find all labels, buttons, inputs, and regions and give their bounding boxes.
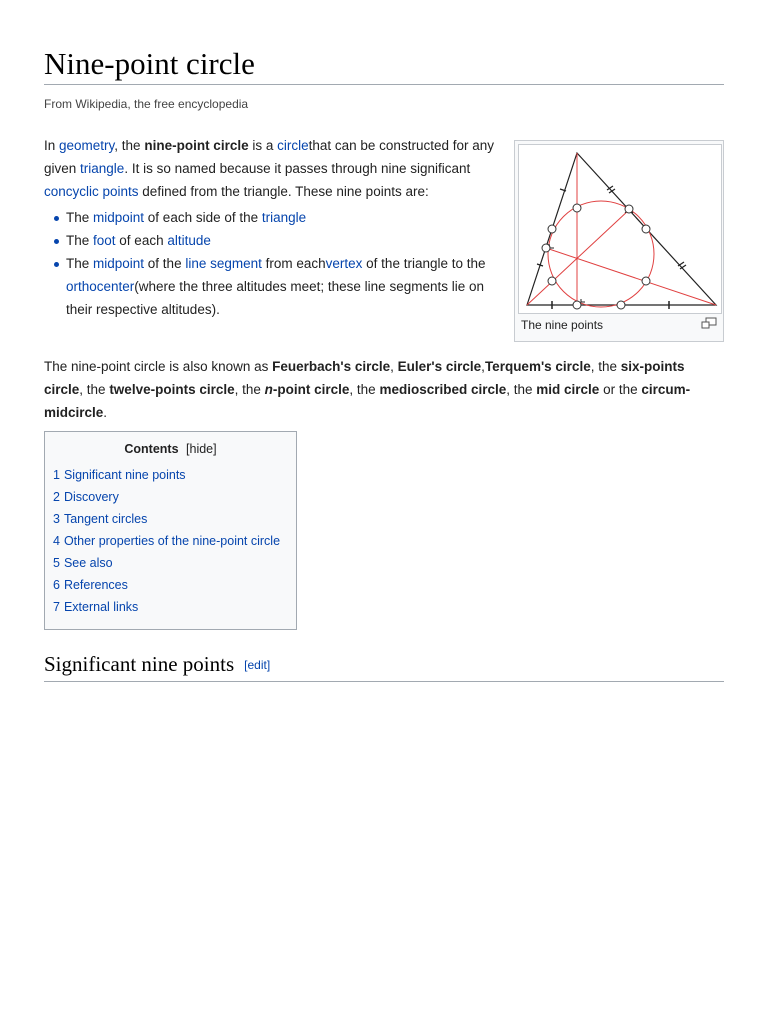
list-text: of each bbox=[115, 233, 168, 248]
toc-list bbox=[45, 464, 296, 618]
nine-points-list bbox=[44, 206, 494, 321]
nine-point-diagram[interactable] bbox=[518, 144, 722, 314]
para-text: The nine-point circle is also known as bbox=[44, 359, 273, 374]
list-item bbox=[66, 252, 494, 321]
toc-number: 7 bbox=[53, 600, 60, 614]
para-text: , the bbox=[349, 382, 380, 397]
lead-text: that can be constructed for any given bbox=[44, 138, 494, 176]
toc-header bbox=[45, 442, 296, 456]
list-item bbox=[66, 229, 494, 252]
lead-paragraph bbox=[44, 134, 494, 203]
point bbox=[642, 277, 650, 285]
site-subtitle: From Wikipedia, the free encyclopedia bbox=[44, 97, 249, 111]
point bbox=[617, 301, 625, 309]
toc-label: See also bbox=[63, 556, 113, 570]
link-circle[interactable]: circle bbox=[277, 138, 309, 153]
list-text: of the triangle to the bbox=[362, 256, 486, 271]
toc-number: 3 bbox=[53, 512, 60, 526]
list-item bbox=[66, 206, 494, 229]
list-text: of the bbox=[144, 256, 186, 271]
alias-term-rest: -point circle bbox=[272, 382, 350, 397]
lead-text: . It is so named because it passes through nine significant bbox=[124, 161, 471, 176]
toc-item-see-also[interactable] bbox=[53, 552, 296, 574]
para-text: , the bbox=[590, 359, 621, 374]
link-triangle[interactable]: triangle bbox=[261, 210, 307, 225]
alias-italic: n bbox=[264, 382, 273, 397]
link-midpoint[interactable]: midpoint bbox=[93, 256, 145, 271]
toc-number: 1 bbox=[53, 468, 60, 482]
list-text: (where the three altitudes meet; these line segments lie on their respective altitudes). bbox=[66, 279, 484, 317]
list-text: The bbox=[66, 233, 94, 248]
point bbox=[642, 225, 650, 233]
toc-hide-label: [hide] bbox=[186, 442, 217, 456]
point bbox=[542, 244, 550, 252]
lead-text: is a bbox=[248, 138, 278, 153]
toc-label: Discovery bbox=[63, 490, 119, 504]
point bbox=[625, 205, 633, 213]
alias-term: medioscribed circle bbox=[379, 382, 507, 397]
aliases-paragraph bbox=[44, 355, 714, 424]
toc-number: 4 bbox=[53, 534, 60, 548]
point bbox=[573, 301, 581, 309]
para-text: , bbox=[390, 359, 398, 374]
toc-item-references[interactable] bbox=[53, 574, 296, 596]
link-line-segment[interactable]: line segment bbox=[185, 256, 262, 271]
alias-term: mid circle bbox=[536, 382, 600, 397]
right-angle-mark bbox=[581, 299, 585, 302]
para-text: , bbox=[481, 359, 485, 374]
toc-number: 2 bbox=[53, 490, 60, 504]
link-triangle[interactable]: triangle bbox=[80, 161, 125, 176]
list-text: of each side of the bbox=[144, 210, 262, 225]
toc-label: Significant nine points bbox=[63, 468, 186, 482]
figure-caption: The nine points bbox=[521, 318, 604, 332]
toc-title: Contents bbox=[124, 442, 179, 456]
toc-item-external-links[interactable] bbox=[53, 596, 296, 618]
article bbox=[44, 0, 724, 676]
toc-item-discovery[interactable] bbox=[53, 486, 296, 508]
para-text: , the bbox=[506, 382, 537, 397]
para-text: or the bbox=[599, 382, 642, 397]
lead-text: , the bbox=[114, 138, 145, 153]
toc-item-tangent-circles[interactable] bbox=[53, 508, 296, 530]
lead-text: In bbox=[44, 138, 60, 153]
page-title: Nine-point circle bbox=[44, 0, 724, 85]
link-midpoint[interactable]: midpoint bbox=[93, 210, 145, 225]
point bbox=[548, 277, 556, 285]
lead-section bbox=[44, 134, 494, 321]
link-vertex[interactable]: vertex bbox=[325, 256, 363, 271]
toc-label: External links bbox=[63, 600, 139, 614]
para-text: . bbox=[103, 405, 108, 420]
section-heading-text: Significant nine points bbox=[44, 652, 235, 676]
alias-term: six-points circle bbox=[44, 359, 685, 397]
lead-bold-term: nine-point circle bbox=[144, 138, 249, 153]
alias-term bbox=[265, 382, 350, 397]
toc-label: References bbox=[63, 578, 128, 592]
section-edit-link[interactable]: [edit] bbox=[244, 658, 271, 672]
alias-term: circum-midcircle bbox=[44, 382, 691, 420]
list-text: from each bbox=[261, 256, 326, 271]
nine-point-circle-diagram bbox=[519, 145, 721, 313]
alias-term: Terquem's circle bbox=[484, 359, 591, 374]
link-geometry[interactable]: geometry bbox=[59, 138, 115, 153]
list-text: The bbox=[66, 256, 94, 271]
toc-label: Other properties of the nine-point circle bbox=[63, 534, 281, 548]
para-text: , the bbox=[234, 382, 265, 397]
point bbox=[573, 204, 581, 212]
enlarge-icon[interactable] bbox=[701, 317, 717, 329]
link-concyclic-points[interactable]: concyclic points bbox=[44, 184, 139, 199]
table-of-contents bbox=[44, 431, 297, 630]
figure-thumbnail bbox=[514, 140, 724, 342]
point bbox=[548, 225, 556, 233]
toc-item-other-properties[interactable] bbox=[53, 530, 296, 552]
section-heading bbox=[44, 650, 724, 682]
toc-number: 6 bbox=[53, 578, 60, 592]
alias-term: Euler's circle bbox=[397, 359, 482, 374]
toc-item-significant-nine-points[interactable] bbox=[53, 464, 296, 486]
toc-hide-toggle[interactable] bbox=[186, 442, 217, 456]
lead-text: defined from the triangle. These nine points are: bbox=[138, 184, 429, 199]
toc-label: Tangent circles bbox=[63, 512, 148, 526]
toc-number: 5 bbox=[53, 556, 60, 570]
nine-points bbox=[542, 204, 650, 309]
alias-term: twelve-points circle bbox=[109, 382, 235, 397]
link-orthocenter[interactable]: orthocenter bbox=[66, 279, 135, 294]
alias-term: Feuerbach's circle bbox=[272, 359, 391, 374]
para-text: , the bbox=[79, 382, 110, 397]
link-foot[interactable]: foot bbox=[93, 233, 116, 248]
link-altitude[interactable]: altitude bbox=[167, 233, 211, 248]
list-text: The bbox=[66, 210, 94, 225]
